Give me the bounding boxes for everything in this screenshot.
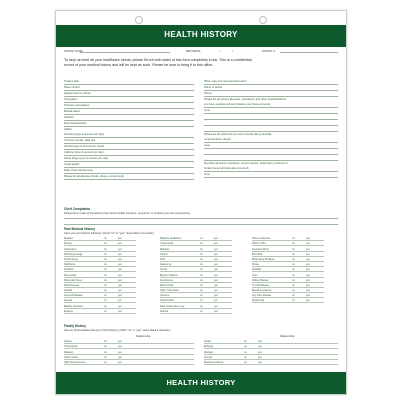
pmh-col1-no-option[interactable]: no — [104, 273, 107, 277]
pmh-col2-yes-option[interactable]: yes — [214, 237, 218, 241]
pmh-col1-yes-option[interactable]: yes — [118, 247, 122, 251]
pmh-col2-label: Hemorrhoids — [160, 299, 174, 303]
pmh-col1-yes-option[interactable]: yes — [118, 304, 122, 308]
pmh-col1-no-option[interactable]: no — [104, 309, 107, 313]
pmh-col3-no-option[interactable]: no — [292, 237, 295, 241]
pmh-col1-label: Mumps — [64, 242, 72, 246]
pmh-col2-yes-option[interactable]: yes — [214, 263, 218, 267]
pmh-col1-label: Scarlet Fever — [64, 257, 79, 261]
pmh-col2-yes-option[interactable]: yes — [214, 242, 218, 246]
form-title: HEALTH HISTORY — [164, 30, 238, 39]
punch-hole-left — [135, 16, 143, 24]
family-col2-yes-option[interactable]: yes — [258, 350, 262, 354]
pmh-col3-yes-option[interactable]: yes — [306, 268, 310, 272]
medical-field-14: Describe all serious accidents, severe injuries, head injury, fractures or — [204, 162, 288, 165]
pmh-col1-row — [64, 309, 136, 314]
pmh-col3-label: Bronchitis — [252, 252, 263, 256]
pmh-col3-label: Thyroid Disease — [252, 283, 270, 287]
family-col2-row — [204, 360, 338, 365]
pmh-col2-yes-option[interactable]: yes — [214, 247, 218, 251]
personal-field-16: Please list all allergies (foods, drugs, environment) — [64, 174, 194, 180]
medical-field-16: none — [204, 172, 338, 178]
pmh-col3-label: Ulcer — [252, 273, 258, 277]
pmh-col1-no-option[interactable]: no — [104, 247, 107, 251]
pmh-col3-yes-option[interactable]: yes — [306, 237, 310, 241]
pmh-col3-yes-option[interactable]: yes — [306, 299, 310, 303]
medical-field-15: broken bones (include date occurred) — [204, 166, 338, 172]
pmh-col1-no-option[interactable]: no — [104, 299, 107, 303]
family-col2-no-option[interactable]: no — [244, 350, 247, 354]
pmh-col1-yes-option[interactable]: yes — [118, 237, 122, 241]
personal-field-8: Habits: — [64, 128, 73, 131]
chief-complaints-heading: Chief Complaints — [64, 207, 91, 211]
chief-complaints-lines[interactable] — [64, 213, 338, 225]
medical-field-2: Phone — [204, 91, 338, 97]
pmh-col3-yes-option[interactable]: yes — [306, 252, 310, 256]
pmh-col1-yes-option[interactable]: yes — [118, 289, 122, 293]
family-relationship-label-2: Relationship — [280, 335, 295, 338]
pmh-column-1 — [64, 236, 136, 314]
pmh-col3-label: Stroke — [252, 263, 259, 267]
pmh-col3-no-option[interactable]: no — [292, 289, 295, 293]
pmh-col1-label: Diphtheria — [64, 263, 75, 267]
pmh-col3-yes-option[interactable]: yes — [306, 283, 310, 287]
family-col2-yes-option[interactable]: yes — [258, 345, 262, 349]
personal-field-3: Occupation — [64, 97, 194, 103]
family-col1-yes-option[interactable]: yes — [118, 355, 122, 359]
personal-field-2: Highest level in school — [64, 91, 194, 97]
family-col1-yes-option[interactable]: yes — [118, 340, 122, 344]
pmh-col2-label: Hernia — [160, 268, 168, 272]
pmh-col3-label: Hepatitis — [252, 268, 262, 272]
pmh-col1-yes-option[interactable]: yes — [118, 299, 122, 303]
family-relationship-label-1: Relationship — [136, 335, 151, 338]
family-col1-label: High blood pressure — [64, 360, 86, 364]
pmh-col3-no-option[interactable]: no — [292, 252, 295, 256]
family-col2-yes-option[interactable]: yes — [258, 360, 262, 364]
pmh-col2-label: Diabetes — [160, 247, 170, 251]
pmh-col2-yes-option[interactable]: yes — [214, 252, 218, 256]
medical-field-3: Please list all serious illnesses, operations, and other hospitalizations — [204, 98, 287, 101]
pmh-col3-no-option[interactable]: no — [292, 273, 295, 277]
family-column-1 — [64, 339, 194, 365]
medical-field-4: you have experienced and indicate year these occurred. — [204, 102, 338, 108]
pmh-col1-no-option[interactable]: no — [104, 263, 107, 267]
pmh-col3-label: AIDS or HIV+ — [252, 242, 267, 246]
patient-name-label: PATIENT NAME — [64, 50, 83, 53]
pmh-col3-label: Infectious Mono — [252, 247, 269, 251]
pmh-col3-no-option[interactable]: no — [292, 268, 295, 272]
pmh-col2-label: Blood or Plasma — [160, 273, 178, 277]
pmh-col3-no-option[interactable]: no — [292, 242, 295, 246]
pmh-col1-yes-option[interactable]: yes — [118, 268, 122, 272]
personal-field-0: Today's date — [64, 79, 194, 85]
family-col1-row — [64, 360, 194, 365]
birthdate-label: BIRTHDATE — [186, 50, 201, 53]
pmh-col1-label: Heart Disease — [64, 283, 80, 287]
pmh-col1-no-option[interactable]: no — [104, 289, 107, 293]
pmh-col2-yes-option[interactable]: yes — [214, 278, 218, 282]
pmh-col2-no-option[interactable]: no — [200, 237, 203, 241]
pmh-col2-label: Cancer — [160, 252, 168, 256]
pmh-col3-no-option[interactable]: no — [292, 283, 295, 287]
family-col2-no-option[interactable]: no — [244, 355, 247, 359]
pmh-col1-yes-option[interactable]: yes — [118, 252, 122, 256]
pmh-col2-yes-option[interactable]: yes — [214, 268, 218, 272]
pmh-col3-yes-option[interactable]: yes — [306, 289, 310, 293]
pmh-col2-row — [160, 309, 232, 314]
pmh-col3-label: Mitral Valve Prolapse — [252, 257, 275, 261]
pmh-col2-no-option[interactable]: no — [200, 294, 203, 298]
pmh-col2-label: Tuberculosis — [160, 242, 174, 246]
pmh-col2-no-option[interactable]: no — [200, 242, 203, 246]
pmh-col2-yes-option[interactable]: yes — [214, 257, 218, 261]
personal-field-11: Alcohol (type & amount per week) — [64, 144, 194, 150]
pmh-col1-label: Measles — [64, 237, 73, 241]
intro-line-2: record of your medical history and will be kept as such. Please be sure to bring it to this office. — [64, 63, 214, 67]
pmh-column-2 — [160, 236, 232, 314]
family-col2-yes-option[interactable]: yes — [258, 355, 262, 359]
birthdate-slash-2: / — [232, 50, 233, 53]
medical-field-11: none — [204, 143, 338, 149]
family-col1-yes-option[interactable]: yes — [118, 350, 122, 354]
pmh-col2-no-option[interactable]: no — [200, 304, 203, 308]
pmh-col3-no-option[interactable]: no — [292, 247, 295, 251]
chief-complaints-instruction: Please list (in order of importance) the present health concerns, symptoms, or problems you are experiencing: — [64, 212, 191, 215]
personal-field-14: Usual weight — [64, 162, 194, 168]
personal-field-5: Marital status — [64, 109, 194, 115]
pmh-col1-label: Bladder Infections — [64, 304, 84, 308]
pmh-col3-no-option[interactable]: no — [292, 263, 295, 267]
pmh-col1-label: Venereal Disease — [64, 294, 83, 298]
birthdate-slash-1: / — [220, 50, 221, 53]
patient-number-field[interactable] — [280, 52, 338, 53]
personal-field-9: Smoking (type & amount per day) — [64, 132, 194, 138]
pmh-col1-yes-option[interactable]: yes — [118, 283, 122, 287]
family-history-instruction: Has any blood relative had any of the following: (Circle "no" or "yes", leave blank if uncertain) — [64, 329, 171, 332]
pmh-col3-yes-option[interactable]: yes — [306, 278, 310, 282]
footer-title: HEALTH HISTORY — [166, 378, 236, 387]
medical-field-1: Name of doctor — [204, 85, 338, 91]
medical-field-9: Please list all medicines you are currently taking (include — [204, 133, 272, 136]
pmh-col1-yes-option[interactable]: yes — [118, 294, 122, 298]
pmh-col2-label: Glaucoma — [160, 263, 171, 267]
pmh-col1-no-option[interactable]: no — [104, 278, 107, 282]
family-col2-label: Allergies — [204, 350, 214, 354]
intro-text — [64, 58, 334, 68]
pmh-col3-label: Hives or Eczema — [252, 237, 271, 241]
pmh-col1-no-option[interactable]: no — [104, 257, 107, 261]
pmh-col3-no-option[interactable]: no — [292, 299, 295, 303]
pmh-col2-no-option[interactable]: no — [200, 247, 203, 251]
pmh-col2-yes-option[interactable]: yes — [214, 289, 218, 293]
pmh-col2-label: pressure — [160, 294, 170, 298]
pmh-col3-no-option[interactable]: no — [292, 257, 295, 261]
pmh-col2-yes-option[interactable]: yes — [214, 309, 218, 313]
pmh-col1-no-option[interactable]: no — [104, 283, 107, 287]
family-col1-yes-option[interactable]: yes — [118, 345, 122, 349]
family-col1-no-option[interactable]: no — [104, 350, 107, 354]
family-col2-label: Stroke — [204, 340, 211, 344]
pmh-col1-no-option[interactable]: no — [104, 242, 107, 246]
family-col2-no-option[interactable]: no — [244, 345, 247, 349]
pmh-col2-label: Migraine headaches — [160, 237, 182, 241]
family-col1-no-option[interactable]: no — [104, 345, 107, 349]
medical-field-0: When was your last physical exam? — [204, 79, 338, 85]
pmh-col3-yes-option[interactable]: yes — [306, 273, 310, 277]
pmh-col1-yes-option[interactable]: yes — [118, 273, 122, 277]
family-column-2 — [204, 339, 338, 365]
pmh-col2-label: transfusions — [160, 278, 173, 282]
personal-field-7: Exercise/recreation — [64, 121, 194, 127]
family-history-heading: Family History — [64, 324, 86, 328]
personal-field-4: Previous occupations — [64, 103, 194, 109]
pmh-col1-no-option[interactable]: no — [104, 294, 107, 298]
intro-line-1: To help us meet all your healthcare needs, please fill out both sides of this form completely in ink. This is a confidential — [64, 58, 252, 62]
pmh-col1-label: Epilepsy — [64, 309, 74, 313]
health-history-form — [55, 10, 347, 395]
title-banner — [56, 25, 346, 47]
pmh-col2-no-option[interactable]: no — [200, 309, 203, 313]
pmh-col2-yes-option[interactable]: yes — [214, 294, 218, 298]
pmh-col1-label: Anemia — [64, 299, 73, 303]
pmh-col1-no-option[interactable]: no — [104, 237, 107, 241]
pmh-col3-yes-option[interactable]: yes — [306, 263, 310, 267]
pmh-col2-no-option[interactable]: no — [200, 263, 203, 267]
medical-field-5: none — [204, 108, 338, 114]
punch-hole-right — [259, 16, 267, 24]
medical-events-column — [204, 79, 338, 178]
patient-number-label: PATIENT # — [262, 50, 275, 53]
family-col2-yes-option[interactable]: yes — [258, 340, 262, 344]
patient-name-field[interactable] — [80, 52, 170, 53]
pmh-col3-no-option[interactable]: no — [292, 278, 295, 282]
family-col2-no-option[interactable]: no — [244, 360, 247, 364]
pmh-col1-label: Chickenpox — [64, 247, 77, 251]
pmh-col2-no-option[interactable]: no — [200, 257, 203, 261]
pmh-col3-label: Bleeding tendency — [252, 289, 272, 293]
pmh-col2-yes-option[interactable]: yes — [214, 283, 218, 287]
pmh-col2-yes-option[interactable]: yes — [214, 304, 218, 308]
personal-field-1: Place of birth — [64, 85, 194, 91]
pmh-col1-yes-option[interactable]: yes — [118, 257, 122, 261]
pmh-col2-yes-option[interactable]: yes — [214, 273, 218, 277]
family-col1-label: Cancer — [64, 340, 72, 344]
pmh-col1-label: Rheumatic Fever — [64, 278, 83, 282]
family-col2-label: Epilepsy — [204, 345, 214, 349]
pmh-col3-label: (please list) — [252, 299, 265, 303]
family-col1-no-option[interactable]: no — [104, 355, 107, 359]
pmh-col1-yes-option[interactable]: yes — [118, 309, 122, 313]
personal-field-13: Street drugs (type & amount per day) — [64, 156, 194, 162]
pmh-col3-yes-option[interactable]: yes — [306, 247, 310, 251]
pmh-col2-no-option[interactable]: no — [200, 299, 203, 303]
personal-field-15: Date of last dental exam — [64, 168, 194, 174]
pmh-col1-no-option[interactable]: no — [104, 304, 107, 308]
pmh-col2-label: Back trouble — [160, 283, 174, 287]
pmh-col3-label: Any other disease — [252, 294, 272, 298]
family-col1-label: Diabetes — [64, 350, 74, 354]
pmh-col2-no-option[interactable]: no — [200, 278, 203, 282]
pmh-col3-no-option[interactable]: no — [292, 294, 295, 298]
pmh-col3-yes-option[interactable]: yes — [306, 257, 310, 261]
family-col2-no-option[interactable]: no — [244, 340, 247, 344]
family-col1-label: Heart trouble — [64, 355, 78, 359]
pmh-col1-no-option[interactable]: no — [104, 268, 107, 272]
past-medical-history-instruction: Have you ever had the following: (Circle "no" or "yes", leave blank if uncertain) — [64, 232, 154, 235]
family-col1-no-option[interactable]: no — [104, 340, 107, 344]
personal-field-10: If former smoker, date quit — [64, 138, 194, 144]
pmh-col3-label: Kidney Disease — [252, 278, 269, 282]
pmh-col2-yes-option[interactable]: yes — [214, 299, 218, 303]
pmh-col1-label: Smallpox — [64, 268, 74, 272]
pmh-col2-no-option[interactable]: no — [200, 252, 203, 256]
medical-field-10: nonprescription drugs) — [204, 137, 338, 143]
family-col2-label: Bleeding tendency — [204, 360, 224, 364]
pmh-col2-label: Date of last chest x-ray — [160, 304, 185, 308]
personal-info-column — [64, 79, 194, 180]
family-col1-yes-option[interactable]: yes — [118, 360, 122, 364]
pmh-column-3 — [252, 236, 324, 303]
pmh-col1-label: Arthritis — [64, 289, 73, 293]
pmh-col1-yes-option[interactable]: yes — [118, 242, 122, 246]
pmh-col1-label: Whooping Cough — [64, 252, 83, 256]
past-medical-history-heading: Past Medical History — [64, 227, 96, 231]
pmh-col3-yes-option[interactable]: yes — [306, 294, 310, 298]
personal-field-6: Hobbies — [64, 115, 194, 121]
pmh-col3-yes-option[interactable]: yes — [306, 242, 310, 246]
pmh-col2-no-option[interactable]: no — [200, 268, 203, 272]
pmh-col3-row — [252, 298, 324, 303]
pmh-col2-label: High or low blood — [160, 289, 179, 293]
family-col2-label: Anemia — [204, 355, 213, 359]
pmh-col1-yes-option[interactable]: yes — [118, 278, 122, 282]
pmh-col2-no-option[interactable]: no — [200, 289, 203, 293]
pmh-col2-no-option[interactable]: no — [200, 283, 203, 287]
personal-field-12: Caffeine (type & amount per day) — [64, 150, 194, 156]
pmh-col1-yes-option[interactable]: yes — [118, 263, 122, 267]
family-col1-no-option[interactable]: no — [104, 360, 107, 364]
pmh-col2-label: Asthma — [160, 309, 169, 313]
pmh-col2-no-option[interactable]: no — [200, 273, 203, 277]
pmh-col2-label: Polio — [160, 257, 166, 261]
pmh-col1-no-option[interactable]: no — [104, 252, 107, 256]
footer-banner — [56, 372, 346, 394]
family-col1-label: Tuberculosis — [64, 345, 78, 349]
pmh-col1-label: Pneumonia — [64, 273, 77, 277]
